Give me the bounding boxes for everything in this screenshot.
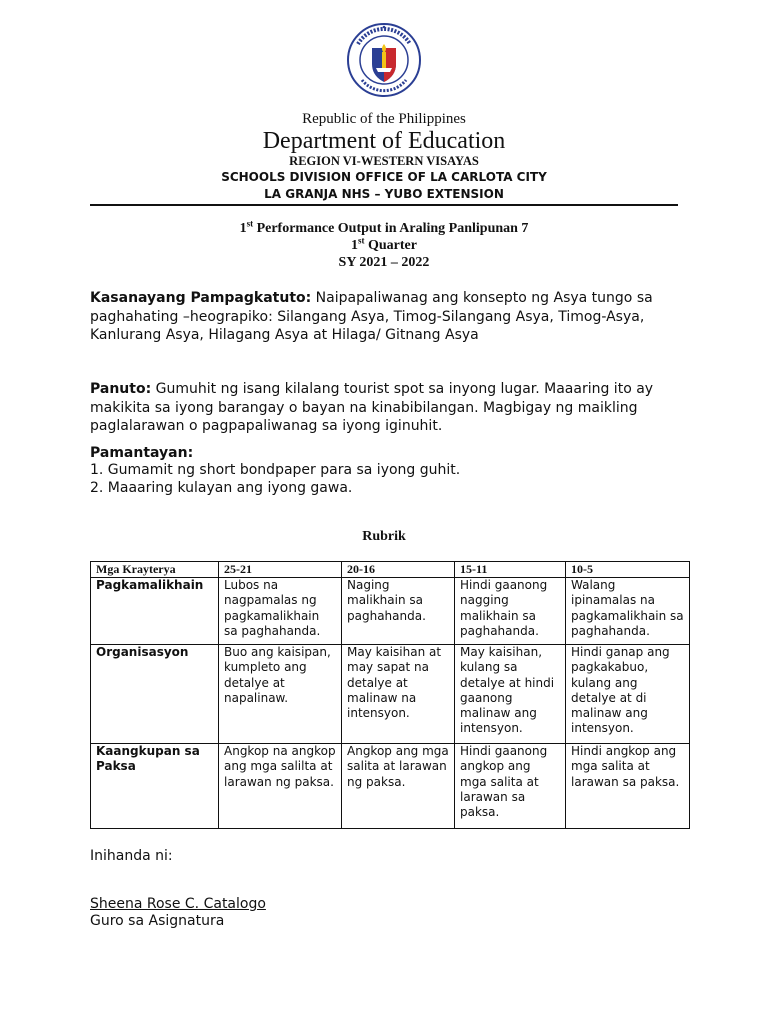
- table-row: [91, 744, 690, 829]
- rubric-header-row: [91, 562, 690, 578]
- teacher-name: Sheena Rose C. Catalogo: [90, 896, 266, 912]
- quarter-title: 1st Quarter: [351, 235, 417, 253]
- header-divider: [90, 204, 678, 206]
- rubric-cell: Angkop ang mga salita at larawan ng paksa.: [342, 744, 455, 829]
- rubric-cell: May kaisihan at may sapat na detalye at malinaw na intensyon.: [342, 645, 455, 744]
- rubric-header-criteria: Mga Krayterya: [91, 562, 219, 578]
- school-year: SY 2021 – 2022: [338, 255, 430, 270]
- competency-text: Naipapaliwanag ang konsepto ng Asya tungo sa paghahating –heograpiko: Silangang Asya, Timog-Silangang Asya, Timog-Asya, Kanlurang Asya, Hilagang Asya at Hilaga/ Gitnang Asya: [90, 290, 653, 343]
- republic-text: Republic of the Philippines: [302, 111, 466, 127]
- teacher-role: Guro sa Asignatura: [90, 913, 225, 929]
- table-row: [91, 578, 690, 645]
- instructions-label: Panuto:: [90, 381, 152, 397]
- rubric-cell: Buo ang kaisipan, kumpleto ang detalye at napalinaw.: [219, 645, 342, 744]
- rubric-criterion: Pagkamalikhain: [91, 578, 219, 645]
- division-text: SCHOOLS DIVISION OFFICE OF LA CARLOTA CITY: [221, 170, 547, 184]
- rubric-cell: May kaisihan, kulang sa detalye at hindi gaanong malinaw ang intensyon.: [455, 645, 566, 744]
- rubric-header-score: 10-5: [566, 562, 690, 578]
- rubric-cell: Naging malikhain sa paghahanda.: [342, 578, 455, 645]
- rubric-cell: Hindi gaanong angkop ang mga salita at larawan sa paksa.: [455, 744, 566, 829]
- instructions-paragraph: [90, 380, 680, 436]
- rubric-title: Rubrik: [362, 529, 406, 544]
- school-name: LA GRANJA NHS – YUBO EXTENSION: [264, 187, 504, 201]
- competency-label: Kasanayang Pampagkatuto:: [90, 290, 312, 306]
- deped-seal-icon: [346, 22, 422, 98]
- rubric-cell: Angkop na angkop ang mga salilta at larawan ng paksa.: [219, 744, 342, 829]
- table-row: [91, 645, 690, 744]
- rubric-criterion: Kaangkupan sa Paksa: [91, 744, 219, 829]
- standards-label: Pamantayan:: [90, 445, 194, 461]
- standard-item-1: 1. Gumamit ng short bondpaper para sa iyong guhit.: [90, 462, 461, 478]
- standard-item-2: 2. Maaaring kulayan ang iyong gawa.: [90, 480, 353, 496]
- output-title: 1st Performance Output in Araling Panlipunan 7: [239, 218, 529, 236]
- prepared-by-label: Inihanda ni:: [90, 848, 173, 864]
- rubric-cell: Hindi ganap ang pagkakabuo, kulang ang detalye at di malinaw ang intensyon.: [566, 645, 690, 744]
- rubric-header-score: 25-21: [219, 562, 342, 578]
- rubric-cell: Hindi angkop ang mga salita at larawan sa paksa.: [566, 744, 690, 829]
- rubric-header-score: 15-11: [455, 562, 566, 578]
- instructions-text: Gumuhit ng isang kilalang tourist spot sa inyong lugar. Maaaring ito ay makikita sa iyong barangay o bayan na kinabibilangan. Magbigay ng maikling paglalarawan o pagpapaliwanag sa iyong iginuhit.: [90, 381, 654, 434]
- rubric-cell: Hindi gaanong nagging malikhain sa paghahanda.: [455, 578, 566, 645]
- region-text: REGION VI-WESTERN VISAYAS: [289, 154, 479, 168]
- rubric-header-score: 20-16: [342, 562, 455, 578]
- department-title: Department of Education: [262, 128, 506, 154]
- rubric-cell: Lubos na nagpamalas ng pagkamalikhain sa paghahanda.: [219, 578, 342, 645]
- competency-paragraph: [90, 289, 680, 345]
- rubric-table: [90, 561, 690, 829]
- rubric-cell: Walang ipinamalas na pagkamalikhain sa paghahanda.: [566, 578, 690, 645]
- rubric-criterion: Organisasyon: [91, 645, 219, 744]
